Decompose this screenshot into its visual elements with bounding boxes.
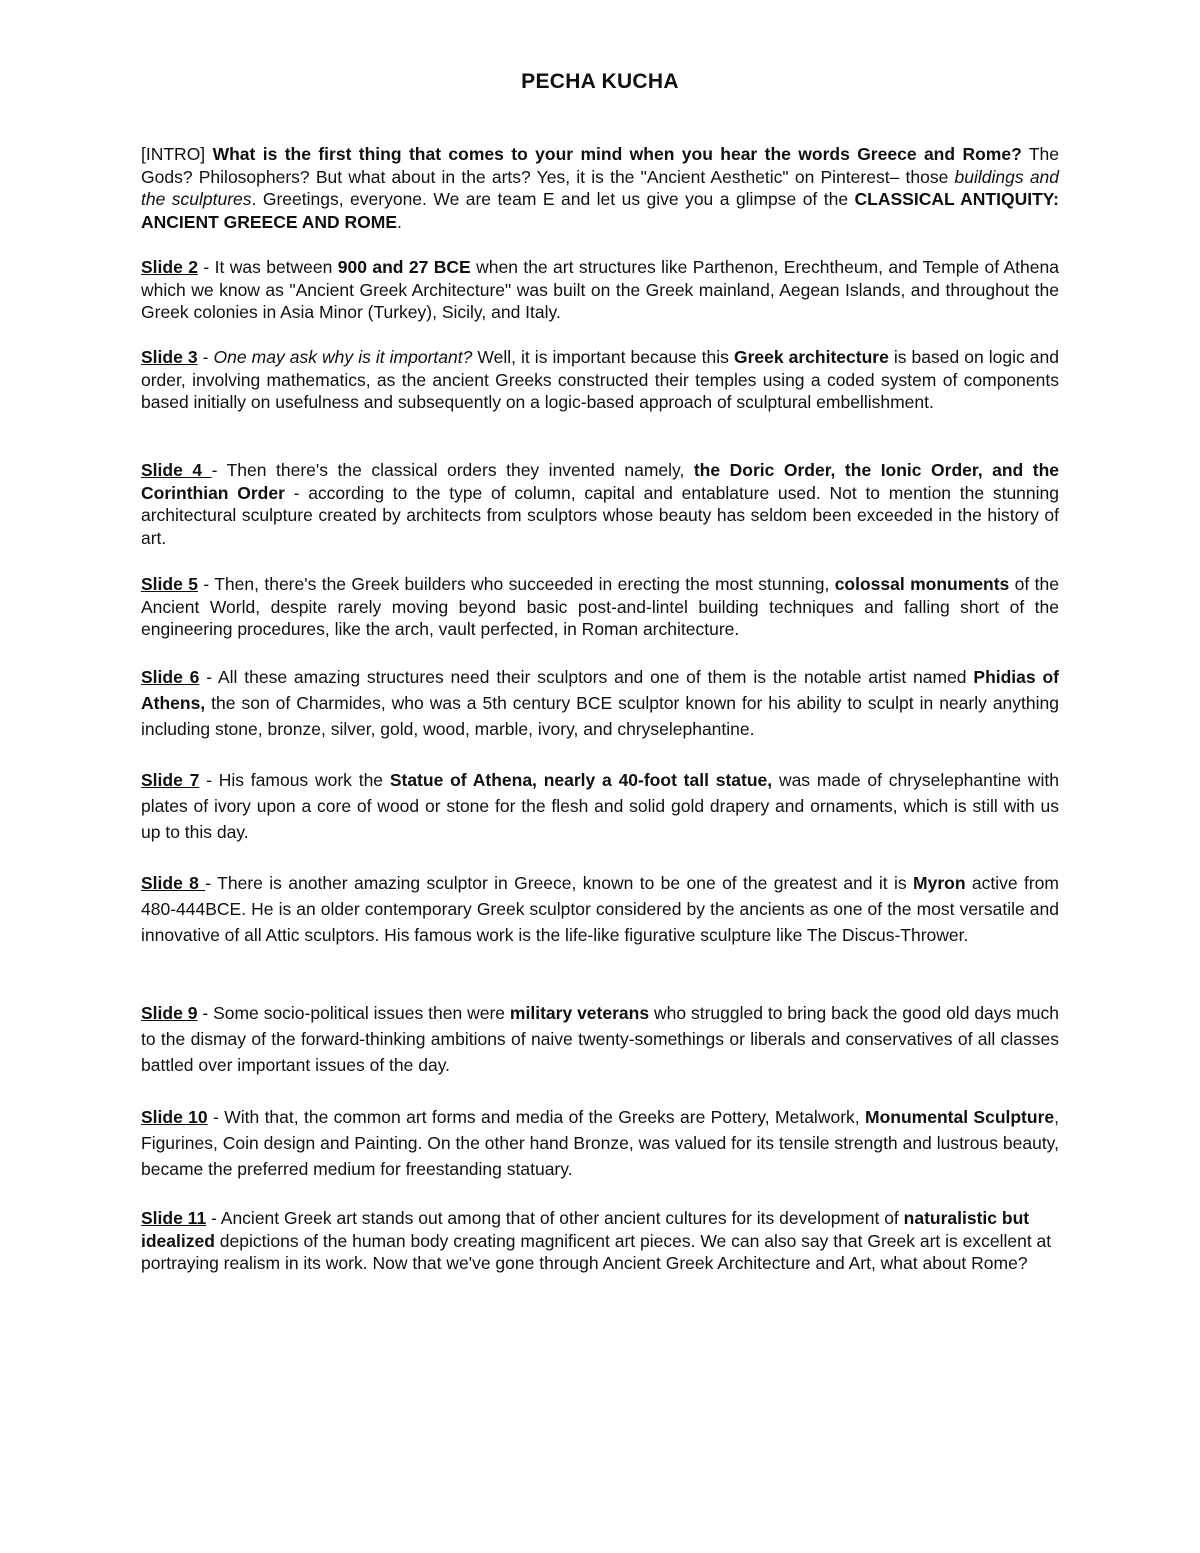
slide-5-paragraph	[141, 573, 1059, 641]
slide-3-label: Slide 3	[141, 347, 198, 367]
slide-2-bold: 900 and 27 BCE	[337, 257, 471, 277]
slide-9-bold: military veterans	[509, 1003, 650, 1023]
slide-11-text-2: depictions of the human body creating magnificent art pieces. We can also say that Greek art is excellent at portraying realism in its work. Now that we've gone through Ancient Greek Architecture and Art, what about Rome?	[141, 1230, 1052, 1273]
slide-7-paragraph	[141, 767, 1059, 845]
slide-7-text-1: - His famous work the	[199, 770, 390, 790]
slide-6-bold: Phidias of Athens,	[141, 667, 1059, 713]
slide-8-text-2: active from 480-444BCE. He is an older contemporary Greek sculptor considered by the ancients as one of the most versatile and innovative of all Attic sculptors. His famous work is the life-like figurative sculpture like The Discus-Thrower.	[141, 873, 1059, 945]
slide-4-bold: the Doric Order, the Ionic Order, and the Corinthian Order	[141, 460, 1059, 503]
slide-4-text-2: - according to the type of column, capital and entablature used. Not to mention the stunning architectural sculpture created by architects from sculptors whose beauty has seldom been exceeded in the history of art.	[141, 482, 1059, 548]
slide-3-text-1: -	[197, 347, 214, 367]
slide-7-label: Slide 7	[141, 770, 200, 790]
intro-text-2: . Greetings, everyone. We are team E and let us give you a glimpse of the	[251, 189, 855, 209]
slide-4-paragraph	[141, 459, 1059, 549]
slide-9-label: Slide 9	[141, 1003, 198, 1023]
slide-10-bold: Monumental Sculpture	[865, 1107, 1055, 1127]
slide-10-label: Slide 10	[141, 1107, 208, 1127]
slide-8-text-1: - There is another amazing sculptor in Greece, known to be one of the greatest and it is	[205, 873, 914, 893]
slide-2-text-2: when the art structures like Parthenon, Erechtheum, and Temple of Athena which we know as "Ancient Greek Architecture" was built on the Greek mainland, Aegean Islands, and throughout the Greek colonies in Asia Minor (Turkey), Sicily, and Italy.	[141, 257, 1059, 322]
intro-paragraph	[141, 143, 1059, 233]
slide-3-text-3: is based on logic and order, involving mathematics, as the ancient Greeks constructed their temples using a coded system of components based initially on usefulness and subsequently on a logic-based approach of sculptural embellishment.	[141, 347, 1059, 412]
slide-9-paragraph	[141, 1000, 1059, 1078]
slide-8-label: Slide 8	[141, 873, 206, 893]
slide-8-paragraph	[141, 870, 1059, 948]
slide-2-text-1: - It was between	[197, 257, 338, 277]
slide-3-bold: Greek architecture	[733, 347, 889, 367]
intro-text-1: The Gods? Philosophers? But what about in the arts? Yes, it is the "Ancient Aesthetic" on Pinterest– those	[141, 144, 1059, 187]
slide-9-text-1: - Some socio-political issues then were	[197, 1003, 510, 1023]
slide-11-paragraph	[141, 1207, 1059, 1275]
slide-7-text-2: was made of chryselephantine with plates of ivory upon a core of wood or stone for the flesh and solid gold drapery and ornaments, which is still with us up to this day.	[141, 770, 1059, 842]
slide-11-bold: naturalistic but idealized	[141, 1208, 1030, 1251]
slide-5-bold: colossal monuments	[834, 574, 1010, 594]
slide-7-bold: Statue of Athena, nearly a 40-foot tall statue,	[389, 770, 773, 790]
intro-tag: [INTRO]	[141, 144, 206, 164]
intro-question: What is the first thing that comes to your mind when you hear the words Greece and Rome?	[212, 144, 1022, 164]
slide-2-paragraph	[141, 256, 1059, 324]
intro-emphasis: buildings and the sculptures	[141, 166, 1060, 209]
slide-8-bold: Myron	[913, 873, 966, 893]
slide-5-label: Slide 5	[141, 574, 198, 594]
slide-10-text-2: , Figurines, Coin design and Painting. On the other hand Bronze, was valued for its tensile strength and lustrous beauty, became the preferred medium for freestanding statuary.	[141, 1107, 1059, 1179]
slide-6-text-1: - All these amazing structures need their sculptors and one of them is the notable artist named	[199, 667, 974, 687]
slide-11-text-1: - Ancient Greek art stands out among that of other ancient cultures for its development of	[206, 1208, 904, 1228]
slide-6-text-2: the son of Charmides, who was a 5th century BCE sculptor known for his ability to sculpt in nearly anything including stone, bronze, silver, gold, wood, marble, ivory, and chryselephantine.	[141, 693, 1059, 739]
slide-3-text-2: Well, it is important because this	[472, 347, 734, 367]
slide-10-text-1: - With that, the common art forms and media of the Greeks are Pottery, Metalwork,	[207, 1107, 865, 1127]
slide-10-paragraph	[141, 1104, 1059, 1182]
intro-text-3: .	[397, 211, 402, 232]
document-title: PECHA KUCHA	[521, 70, 679, 93]
slide-11-label: Slide 11	[141, 1208, 207, 1228]
slide-3-paragraph	[141, 346, 1059, 414]
slide-4-label: Slide 4	[141, 460, 212, 480]
slide-5-text-2: of the Ancient World, despite rarely moving beyond basic post-and-lintel building techniques and falling short of the engineering procedures, like the arch, vault perfected, in Roman architecture.	[141, 574, 1059, 639]
slide-6-paragraph	[141, 664, 1059, 742]
slide-2-label: Slide 2	[141, 257, 198, 277]
intro-topic: CLASSICAL ANTIQUITY: ANCIENT GREECE AND ROME	[141, 189, 1059, 232]
slide-5-text-1: - Then, there's the Greek builders who succeeded in erecting the most stunning,	[197, 574, 835, 594]
slide-4-text-1: - Then there's the classical orders they invented namely,	[211, 460, 694, 480]
slide-6-label: Slide 6	[141, 667, 200, 687]
slide-3-emphasis: One may ask why is it important?	[213, 347, 473, 367]
slide-9-text-2: who struggled to bring back the good old days much to the dismay of the forward-thinking ambitions of naive twenty-somethings or liberals and conservatives of all classes battled over important issues of the day.	[141, 1003, 1059, 1075]
